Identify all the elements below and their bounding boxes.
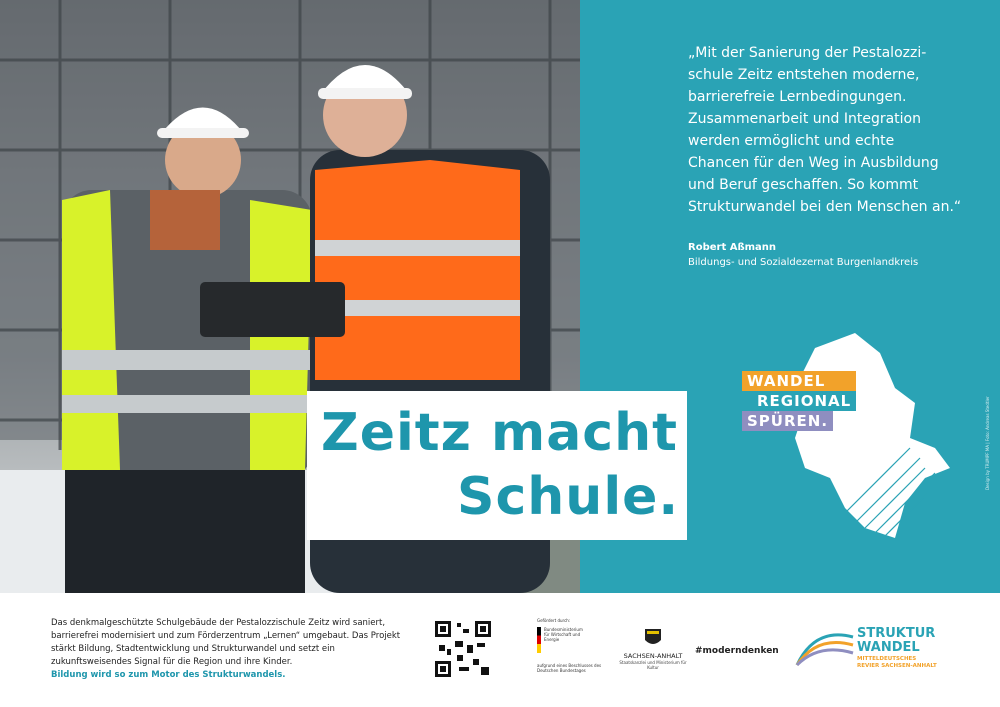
bmwk-logo (537, 618, 617, 678)
quote-line: Chancen für den Weg in Ausbildung (688, 155, 939, 171)
wandel-label: WANDEL (742, 371, 856, 391)
wandel-regional-logo (742, 371, 856, 431)
footer-highlight: Bildung wird so zum Motor des Strukturwandels. (51, 670, 286, 680)
coat-of-arms-icon (644, 628, 662, 648)
revier-line-1: MITTELDEUTSCHES (857, 656, 917, 662)
quote-line: schule Zeitz entstehen moderne, (688, 67, 920, 83)
quote-line: und Beruf geschaffen. So kommt (688, 177, 919, 193)
sa-title: SACHSEN-ANHALT (623, 652, 683, 660)
quote-role: Bildungs- und Sozialdezernat Burgenlandkreis (688, 257, 919, 268)
headline-box (307, 391, 687, 540)
headline-line-1: Zeitz macht (321, 403, 678, 463)
bmwk-top: Gefördert durch: (537, 618, 571, 623)
qr-code-icon[interactable] (433, 619, 493, 679)
footer-body: Das denkmalgeschützte Schulgebäude der Pestalozzischule Zeitz wird saniert, barrierefrei modernisiert und zum Förderzentrum „Lernen“ umgebaut. Das Projekt stärkt Bildung, Stadtentwicklung und Strukturwandel und setzt ein zukunftsweisendes Signal für die Region und ihre Kinder. (51, 618, 401, 667)
bmwk-name: Bundesministerium für Wirtschaft und Energie (544, 627, 583, 642)
sachsen-anhalt-logo (617, 628, 689, 668)
quote-line: barrierefreie Lernbedingungen. (688, 89, 907, 105)
struktur-label: STRUKTUR (857, 626, 936, 641)
headline-line-2: Schule. (457, 467, 680, 527)
quote-line: werden ermöglicht und echte (688, 133, 895, 149)
wave-icon (795, 627, 855, 667)
quote-line: „Mit der Sanierung der Pestalozzi- (688, 45, 927, 61)
quote-text (688, 42, 978, 218)
sachsen-anhalt-map-icon (785, 328, 955, 543)
quote-line: Zusammenarbeit und Integration (688, 111, 921, 127)
quote-author: Robert Aßmann (688, 242, 777, 253)
revier-line-2: REVIER SACHSEN-ANHALT (857, 663, 937, 669)
footer-text (51, 617, 411, 682)
photo-credit: Design by TRUMPF MA | Foto: Andreas Stedtler (985, 396, 990, 490)
strukturwandel-logo (795, 627, 965, 669)
flag-icon (537, 627, 541, 653)
bmwk-bottom: aufgrund eines Beschlusses des Deutschen Bundestages (537, 663, 602, 673)
spueren-label: SPÜREN. (742, 411, 833, 431)
quote-line: Strukturwandel bei den Menschen an.“ (688, 199, 962, 215)
regional-label: REGIONAL (752, 391, 856, 411)
hashtag: #moderndenken (695, 646, 779, 656)
wandel-footer-label: WANDEL (857, 640, 920, 655)
sa-sub: Staatskanzlei und Ministerium für Kultur (619, 660, 687, 670)
